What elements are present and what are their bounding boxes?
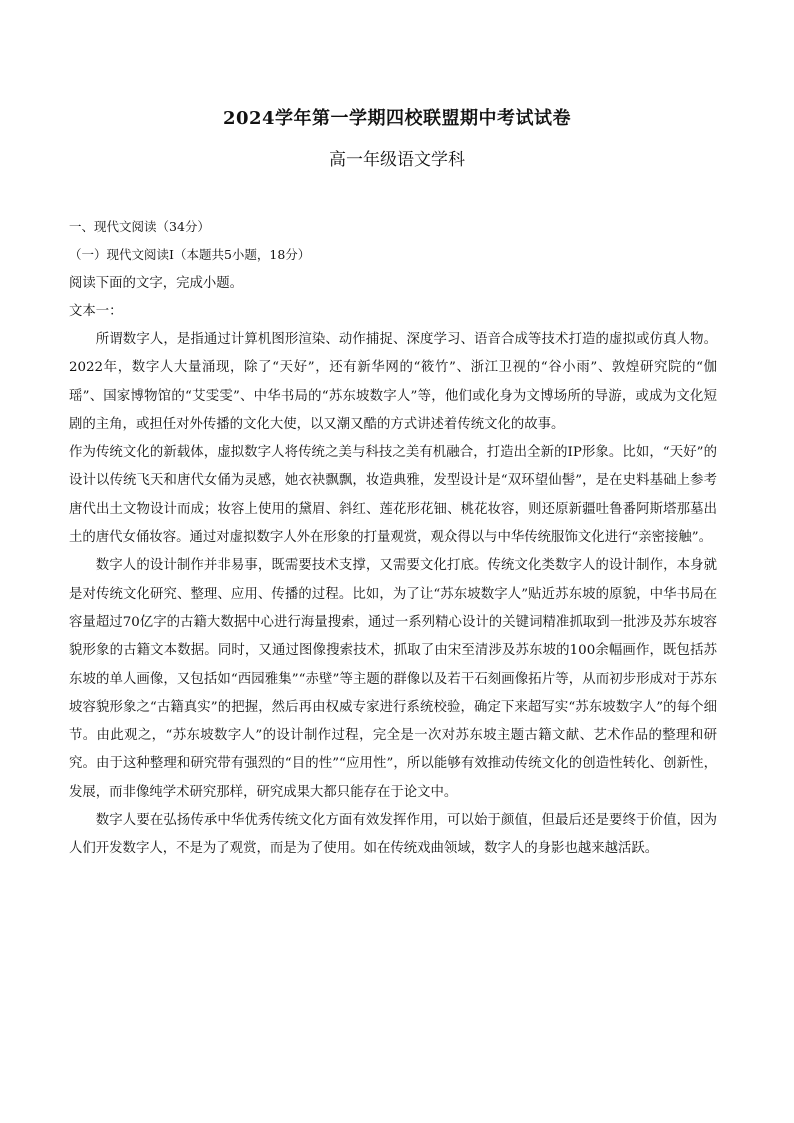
- document-body: [69, 216, 717, 864]
- section-heading: 一、现代文阅读（34分）: [69, 219, 210, 234]
- text-label: 文本一：: [69, 304, 123, 319]
- section-subheading: （一）现代文阅读Ⅰ（本题共5小题，18分）: [69, 247, 311, 262]
- paragraph-4: 数字人要在弘扬传承中华优秀传统文化方面有效发挥作用，可以始于颜值，但最后还是要终于价值，因为人们开发数字人，不是为了观赏，而是为了使用。如在传统戏曲领域，数字人的身影也越来越活跃。: [69, 813, 717, 857]
- paragraph-1: 所谓数字人，是指通过计算机图形渲染、动作捕捉、深度学习、语音合成等技术打造的虚拟或仿真人物。 2022年，数字人大量涌现，除了“天好”，还有新华网的“筱竹”、浙江卫视的“谷小雨”、敦煌研究院的“伽瑶”、国家博物馆的“艾雯雯”、中华书局的“苏东坡数字人”等，他们或化身为文博场所的导游，或成为文化短剧的主角，或担任对外传播的文化大使，以又潮又酷的方式讲述着传统文化的故事。: [69, 332, 717, 432]
- paragraph-3: 数字人的设计制作并非易事，既需要技术支撑，又需要文化打底。传统文化类数字人的设计制作，本身就是对传统文化研究、整理、应用、传播的过程。比如，为了让“苏东坡数字人”贴近苏东坡的原貌，中华书局在容量超过70亿字的古籍大数据中心进行海量搜索，通过一系列精心设计的关键词精准抓取到一批涉及苏东坡容貌形象的古籍文本数据。同时，又通过图像搜索技术，抓取了由宋至清涉及苏东坡的100余幅画作，既包括苏东坡的单人画像，又包括如“西园雅集”“赤壁”等主题的群像以及若干石刻画像拓片等，从而初步形成对于苏东坡容貌形象之“古籍真实”的把握，然后再由权威专家进行系统校验，确定下来超写实“苏东坡数字人”的每个细节。由此观之，“苏东坡数字人”的设计制作过程，完全是一次对苏东坡主题古籍文献、艺术作品的整理和研究。由于这种整理和研究带有强烈的“目的性”“应用性”，所以能够有效推动传统文化的创造性转化、创新性，发展，而非像纯学术研究那样，研究成果大都只能存在于论文中。: [69, 558, 717, 800]
- paragraph-2: 作为传统文化的新载体，虚拟数字人将传统之美与科技之美有机融合，打造出全新的IP形象。比如，“天好”的设计以传统飞天和唐代女俑为灵感，她衣袂飘飘，妆造典雅，发型设计是“双环望仙髻”，是在史料基础上参考唐代出土文物设计而成；妆容上使用的黛眉、斜红、莲花形花钿、桃花妆容，则还原新疆吐鲁番阿斯塔那墓出土的唐代女俑妆容。通过对虚拟数字人外在形象的打量观赏，观众得以与中华传统服饰文化进行“亲密接触”。: [69, 445, 717, 546]
- instruction-text: 阅读下面的文字，完成小题。: [69, 276, 244, 291]
- exam-title: 2024学年第一学期四校联盟期中考试试卷: [222, 108, 572, 129]
- exam-subtitle: 高一年级语文学科: [329, 150, 465, 170]
